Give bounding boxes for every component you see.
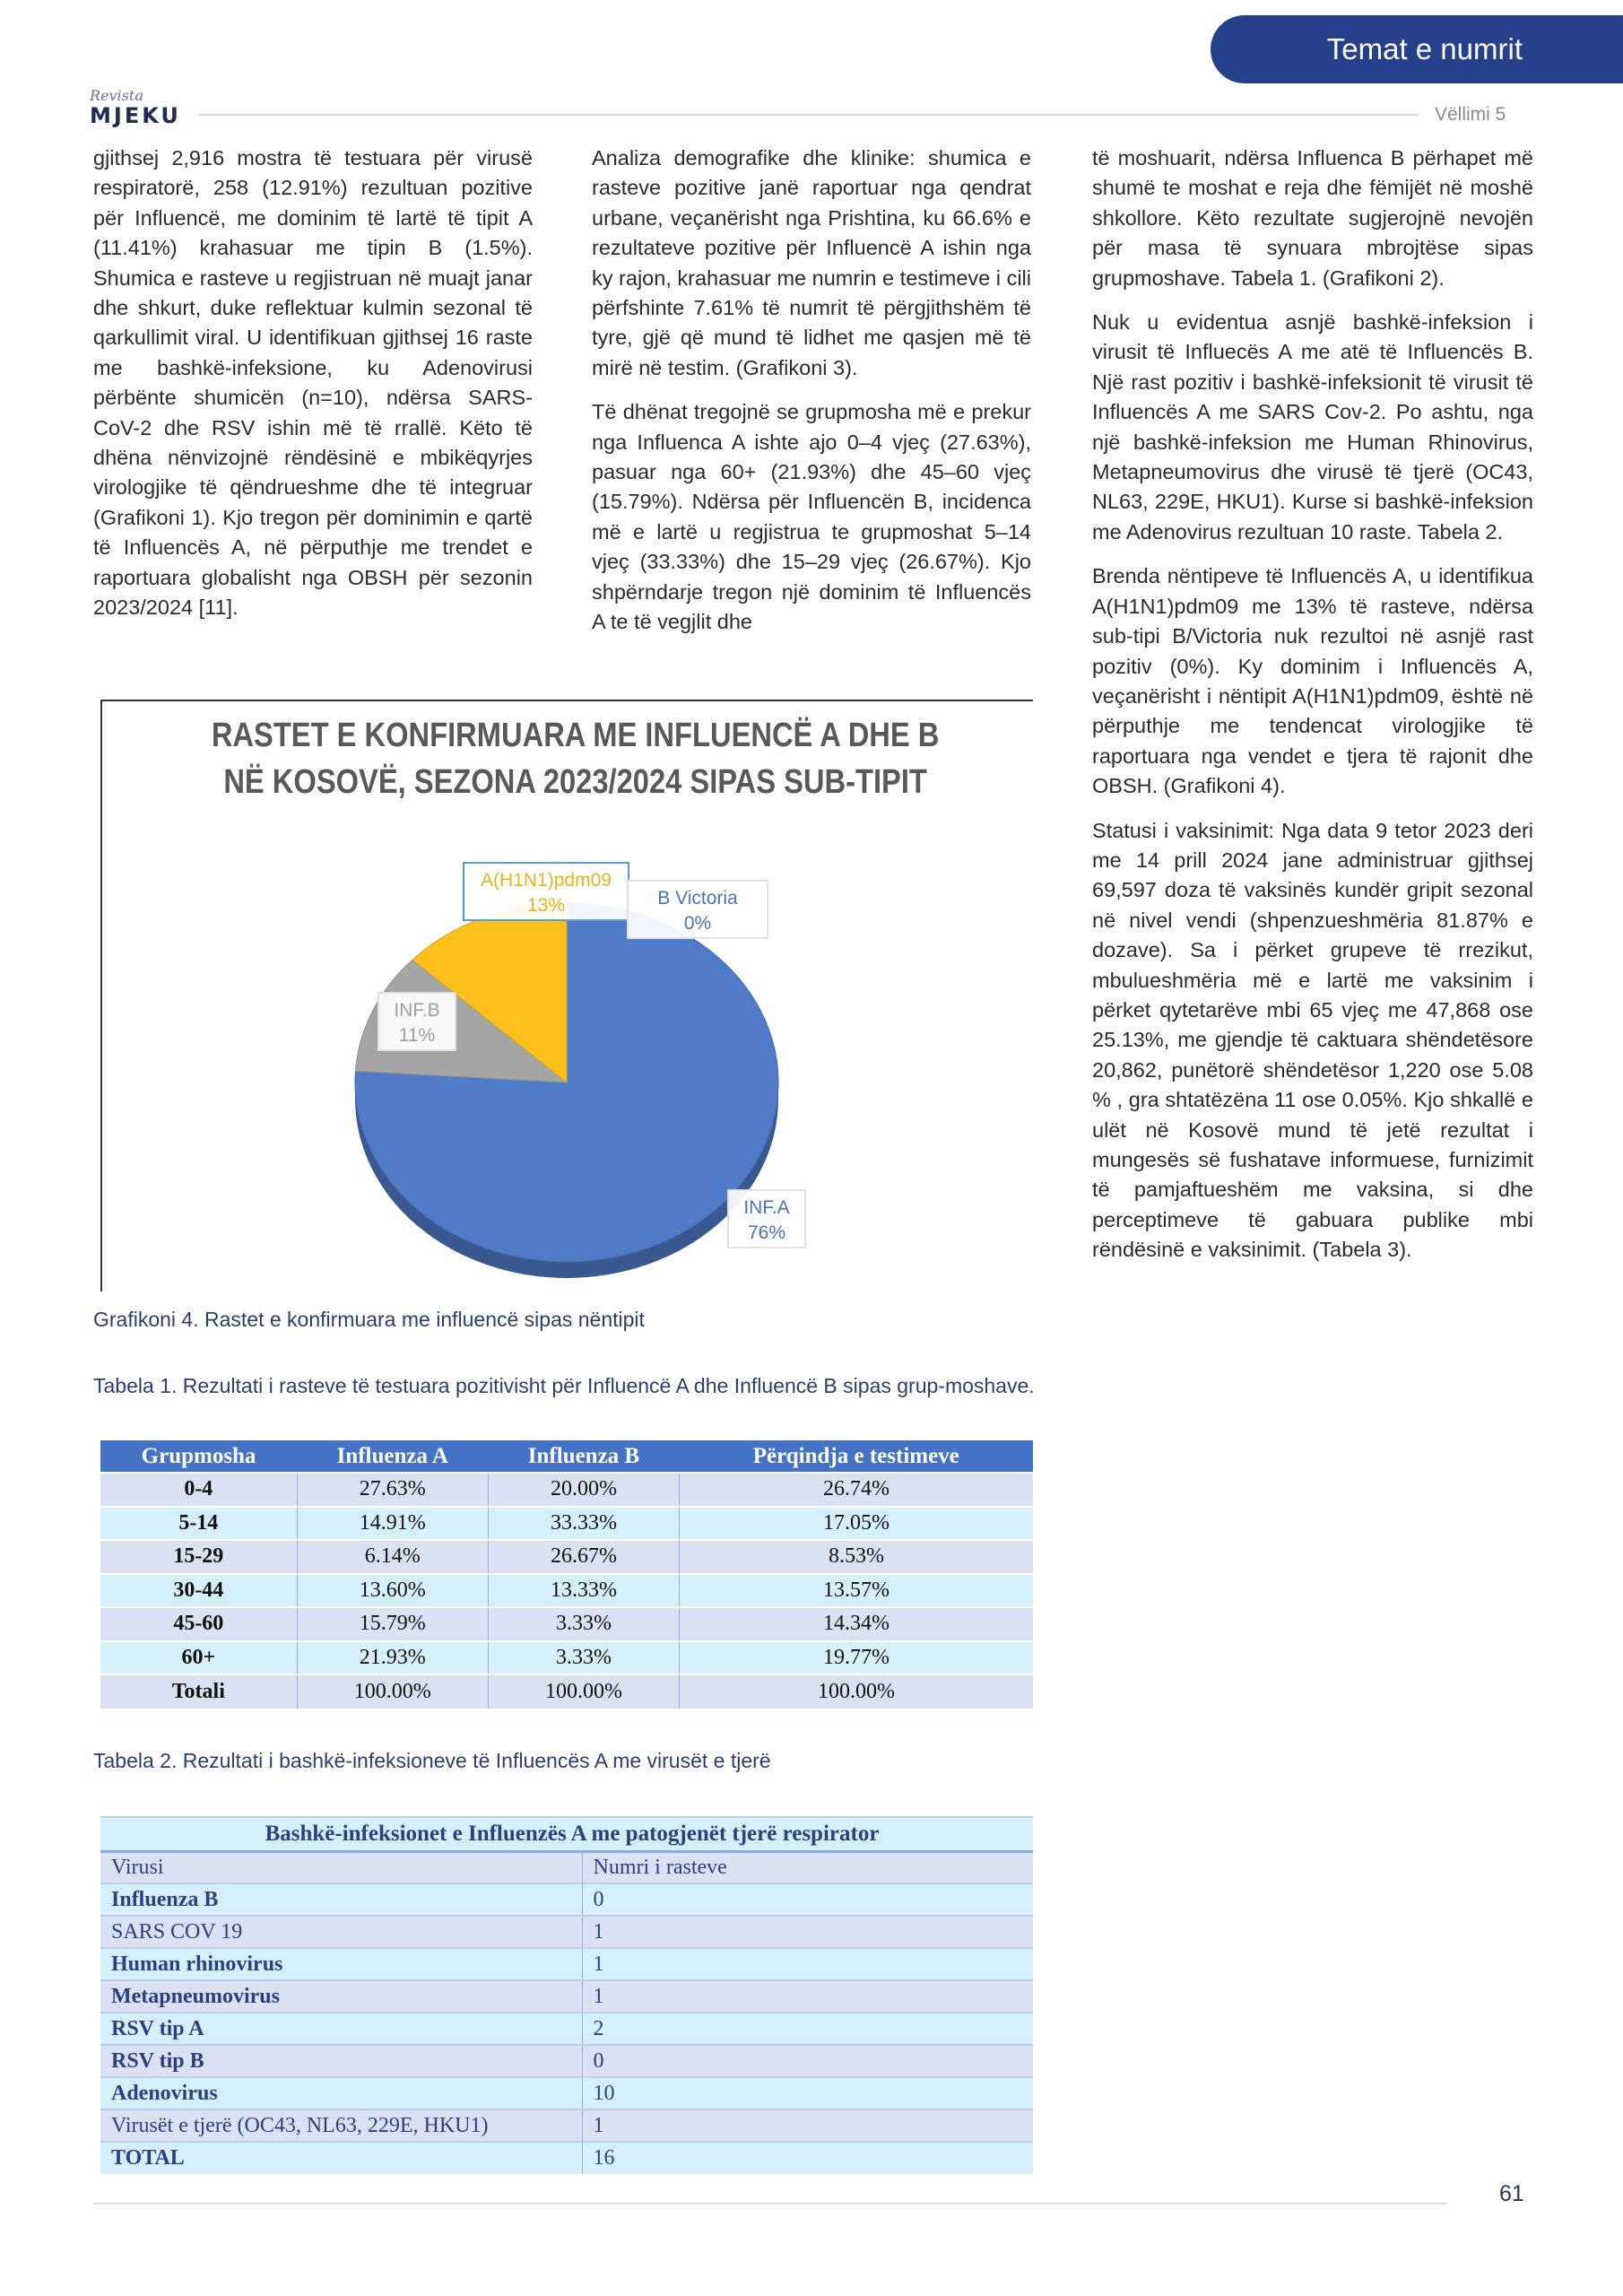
table-row bbox=[100, 2109, 1033, 2142]
chart-title-line-1: RASTET E KONFIRMUARA ME INFLUENCË A DHE B bbox=[211, 717, 940, 754]
virus-name-cell: Metapneumovirus bbox=[100, 1980, 582, 2013]
table-row bbox=[100, 1607, 1033, 1641]
value-cell: 21.93% bbox=[297, 1641, 488, 1675]
section-tab bbox=[1211, 15, 1623, 83]
column-header: Virusi bbox=[100, 1851, 582, 1883]
virus-name-cell: TOTAL bbox=[100, 2142, 582, 2174]
table-row bbox=[100, 1674, 1033, 1709]
page-number: 61 bbox=[1499, 2181, 1524, 2206]
case-count-cell: 10 bbox=[582, 2077, 1033, 2109]
value-cell: 13.60% bbox=[297, 1574, 488, 1608]
data-label-value: 11% bbox=[398, 1025, 436, 1046]
value-cell: 8.53% bbox=[680, 1540, 1033, 1574]
data-label-inf-b bbox=[378, 993, 456, 1050]
value-cell: 26.74% bbox=[680, 1473, 1033, 1507]
column-header: Numri i rasteve bbox=[582, 1851, 1033, 1883]
age-group-cell: 0-4 bbox=[100, 1473, 297, 1507]
table-header-row bbox=[100, 1440, 1033, 1473]
value-cell: 13.57% bbox=[680, 1574, 1033, 1608]
virus-name-cell: Human rhinovirus bbox=[100, 1948, 582, 1980]
table-row bbox=[100, 1540, 1033, 1574]
paragraph: Statusi i vaksinimit: Nga data 9 tetor 2023 deri me 14 prill 2024 jane administruar gjithsej 69,597 doza të vaksinës kundër gripit sezonal në nivel vendi (shpenzueshmëria 81.87% e dozave). Sa i përket grupeve të rrezikut, mbulueshmëria më e lartë me vaksinim i përket qytetarëve mbi 65 vjeç me 47,868 ose 25.13%, me gjendje të caktuara shëndetësore 20,862, punëtorë shëndetësor 1,220 ose 5.08 % , gra shtatëzëna 11 ose 0.05%. Kjo shkallë e ulët në Kosovë mund të jetë rezultat i mungesës së fushatave informuese, furnizimit të pamjaftueshëm me vaksina, si dhe perceptimeve të gabuara publike mbi rëndësinë e vaksinimit. (Tabela 3). bbox=[1092, 818, 1533, 1262]
case-count-cell: 0 bbox=[582, 1883, 1033, 1916]
chart-title-line-2: NË KOSOVË, SEZONA 2023/2024 SIPAS SUB-TIPIT bbox=[223, 763, 927, 801]
case-count-cell: 1 bbox=[582, 1916, 1033, 1948]
virus-name-cell: SARS COV 19 bbox=[100, 1916, 582, 1948]
pie-chart-figure bbox=[100, 700, 1033, 1292]
value-cell: 26.67% bbox=[488, 1540, 679, 1574]
text-column-1 bbox=[93, 144, 533, 638]
paragraph: Analiza demografike dhe klinike: shumica e rasteve pozitive janë raportuar nga qendrat urbane, veçanërisht nga Prishtina, ku 66.6% e rezultateve pozitive për Influencë A ishin nga ky rajon, krahasuar me numrin e testimeve i cili përfshinte 7.61% të numrit të përgjithshëm të tyre, gjë që mund të lidhet me qasjen më të mirë në testim. (Grafikoni 3). bbox=[592, 146, 1031, 379]
value-cell: 13.33% bbox=[488, 1574, 679, 1608]
value-cell: 27.63% bbox=[297, 1473, 488, 1507]
table-row bbox=[100, 1473, 1033, 1507]
value-cell: 19.77% bbox=[680, 1641, 1033, 1675]
value-cell: 3.33% bbox=[488, 1641, 679, 1675]
age-group-cell: 60+ bbox=[100, 1641, 297, 1675]
paragraph: Të dhënat tregojnë se grupmosha më e prekur nga Influenca A ishte ajo 0–4 vjeç (27.63%), pasuar nga 60+ (21.93%) dhe 45–60 vjeç (15.79%). Ndërsa për Influencën B, incidenca më e lartë u regjistrua te grupmoshat 5–14 vjeç (33.33%) dhe 15–29 vjeç (26.67%). Kjo shpërndarje tregon një dominim të Influencës A te të vegjlit dhe bbox=[592, 400, 1031, 634]
age-group-cell: 5-14 bbox=[100, 1507, 297, 1541]
case-count-cell: 1 bbox=[582, 1948, 1033, 1980]
table-title-row bbox=[100, 1817, 1033, 1851]
data-label-name: INF.A bbox=[743, 1197, 790, 1218]
case-count-cell: 0 bbox=[582, 2045, 1033, 2077]
table-row bbox=[100, 2013, 1033, 2045]
chart-caption: Grafikoni 4. Rastet e konfirmuara me influencë sipas nëntipit bbox=[93, 1308, 645, 1331]
footer-divider bbox=[93, 2203, 1447, 2205]
data-label-name: INF.B bbox=[394, 1000, 440, 1021]
table-row bbox=[100, 2142, 1033, 2174]
text-column-3 bbox=[1092, 144, 1533, 1280]
value-cell: 17.05% bbox=[680, 1507, 1033, 1541]
table-row bbox=[100, 1980, 1033, 2013]
column-header: Përqindja e testimeve bbox=[680, 1440, 1033, 1473]
table2-caption: Tabela 2. Rezultati i bashkë-infeksioneve të Influencës A me virusët e tjerë bbox=[93, 1749, 771, 1772]
age-group-cell: 15-29 bbox=[100, 1540, 297, 1574]
value-cell: 100.00% bbox=[297, 1674, 488, 1709]
table-row bbox=[100, 1574, 1033, 1608]
table-row bbox=[100, 2045, 1033, 2077]
journal-logo bbox=[90, 88, 181, 127]
column-header: Influenza A bbox=[297, 1440, 488, 1473]
age-group-cell: Totali bbox=[100, 1674, 297, 1709]
data-label-a-h1n1-pdm09 bbox=[464, 863, 629, 920]
table-row bbox=[100, 1916, 1033, 1948]
value-cell: 100.00% bbox=[488, 1674, 679, 1709]
data-label-value: 76% bbox=[747, 1222, 786, 1243]
column-header: Influenza B bbox=[488, 1440, 679, 1473]
virus-name-cell: Influenza B bbox=[100, 1883, 582, 1916]
age-group-table bbox=[100, 1440, 1033, 1709]
table-row bbox=[100, 1948, 1033, 1980]
value-cell: 100.00% bbox=[680, 1674, 1033, 1709]
value-cell: 14.34% bbox=[680, 1607, 1033, 1641]
data-label-value: 0% bbox=[683, 913, 712, 934]
table-row bbox=[100, 2077, 1033, 2109]
case-count-cell: 2 bbox=[582, 2013, 1033, 2045]
data-label-value: 13% bbox=[526, 895, 566, 916]
age-group-cell: 30-44 bbox=[100, 1574, 297, 1608]
value-cell: 33.33% bbox=[488, 1507, 679, 1541]
virus-name-cell: Virusët e tjerë (OC43, NL63, 229E, HKU1) bbox=[100, 2109, 582, 2142]
age-group-cell: 45-60 bbox=[100, 1607, 297, 1641]
value-cell: 14.91% bbox=[297, 1507, 488, 1541]
pie-chart bbox=[102, 701, 1035, 1293]
paragraph: gjithsej 2,916 mostra të testuara për virusë respiratorë, 258 (12.91%) rezultuan pozitive për Influencë, me dominim të lartë të tipit A (11.41%) krahasuar me tipin B (1.5%). Shumica e rasteve u regjistruan në muajt janar dhe shkurt, duke reflektuar kulmin sezonal të qarkullimit viral. U identifikuan gjithsej 16 raste me bashkë-infeksione, ku Adenovirusi përbënte shumicën (n=10), ndërsa SARS-CoV-2 dhe RSV ishin më të rrallë. Këto të dhëna nënvizojnë rëndësinë e mbikëqyrjes virologjike të qëndrueshme dhe të integruar (Grafikoni 1). Kjo tregon për dominimin e qartë të Influencës A, në përputhje me trendet e raportuara globalisht nga OBSH për sezonin 2023/2024 [11]. bbox=[93, 146, 533, 620]
data-label-inf-a bbox=[728, 1190, 805, 1248]
value-cell: 15.79% bbox=[297, 1607, 488, 1641]
table-row bbox=[100, 1641, 1033, 1675]
value-cell: 20.00% bbox=[488, 1473, 679, 1507]
logo-title: MJEKU bbox=[90, 103, 181, 128]
virus-name-cell: RSV tip B bbox=[100, 2045, 582, 2077]
logo-subtitle: Revista bbox=[90, 87, 143, 104]
paragraph: të moshuarit, ndërsa Influenca B përhapet më shumë te moshat e reja dhe fëmijët në moshë shkollore. Këto rezultate sugjerojnë nevojën për masa të synuara mbrojtëse sipas grupmoshave. Tabela 1. (Grafikoni 2). bbox=[1092, 146, 1533, 290]
value-cell: 3.33% bbox=[488, 1607, 679, 1641]
volume-label: Vëllimi 5 bbox=[1435, 104, 1506, 125]
column-header: Grupmosha bbox=[100, 1440, 297, 1473]
text-column-2 bbox=[592, 144, 1031, 652]
paragraph: Nuk u evidentua asnjë bashkë-infeksion i virusit të Influecës A me atë të Influencës B. Një rast pozitiv i bashkë-infeksionit të virusit të Influencës A me SARS Cov-2. Po ashtu, nga një bashkë-infeksion me Human Rhinovirus, Metapneumovirus dhe virusë të tjerë (OC43, NL63, 229E, HKU1). Kurse si bashkë-infeksion me Adenovirus rezultuan 10 raste. Tabela 2. bbox=[1092, 310, 1533, 544]
virus-name-cell: Adenovirus bbox=[100, 2077, 582, 2109]
case-count-cell: 1 bbox=[582, 2109, 1033, 2142]
table-title: Bashkë-infeksionet e Influenzës A me patogjenët tjerë respirator bbox=[100, 1817, 1033, 1851]
table1-caption: Tabela 1. Rezultati i rasteve të testuara pozitivisht për Influencë A dhe Influencë B sipas grup-moshave. bbox=[93, 1374, 1035, 1397]
data-label-name: A(H1N1)pdm09 bbox=[481, 870, 612, 891]
section-tab-label: Temat e numrit bbox=[1326, 32, 1523, 65]
table-row bbox=[100, 1883, 1033, 1916]
table-row bbox=[100, 1507, 1033, 1541]
value-cell: 6.14% bbox=[297, 1540, 488, 1574]
header-divider bbox=[199, 114, 1419, 116]
paragraph: Brenda nëntipeve të Influencës A, u identifikua A(H1N1)pdm09 me 13% të rasteve, ndërsa sub-tipi B/Victoria nuk rezultoi në asnjë rast pozitiv (0%). Ky dominim i Influencës A, veçanërisht i nëntipit A(H1N1)pdm09, është në përputhje me tendencat virologjike të raportuara nga vendet e tjera të rajonit dhe OBSH. (Grafikoni 4). bbox=[1092, 564, 1533, 798]
coinfection-table bbox=[100, 1816, 1033, 2174]
case-count-cell: 1 bbox=[582, 1980, 1033, 2013]
table-header-row bbox=[100, 1851, 1033, 1883]
case-count-cell: 16 bbox=[582, 2142, 1033, 2174]
data-label-b-victoria bbox=[628, 881, 768, 938]
data-label-name: B Victoria bbox=[657, 888, 738, 909]
virus-name-cell: RSV tip A bbox=[100, 2013, 582, 2045]
